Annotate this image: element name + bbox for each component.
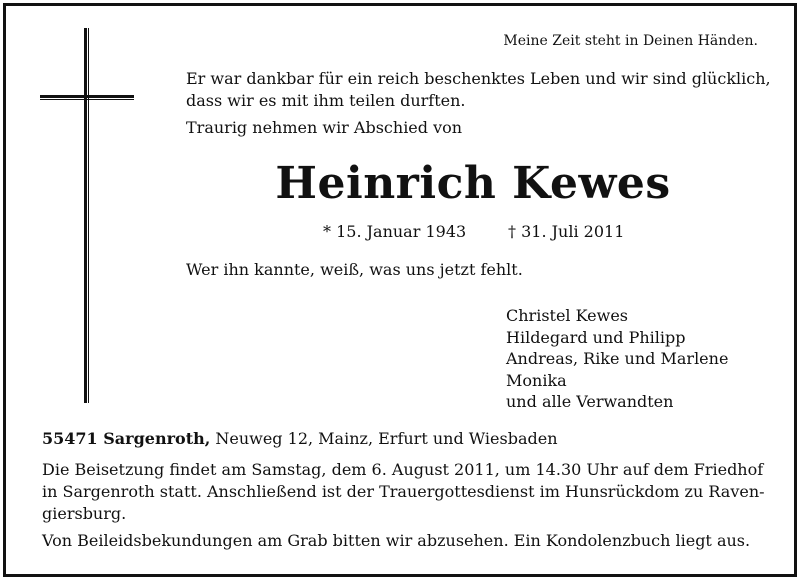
funeral-line: Die Beisetzung findet am Samstag, dem 6. August 2011, um 14.30 Uhr auf dem Friedhof	[42, 460, 764, 479]
mourner: Hildegard und Philipp	[506, 327, 686, 347]
farewell-line: Traurig nehmen wir Abschied von	[186, 118, 463, 137]
address-city: 55471 Sargenroth,	[42, 429, 211, 448]
death-date: † 31. Juli 2011	[508, 222, 625, 241]
address-line	[42, 429, 558, 448]
funeral-line: in Sargenroth statt. Anschließend ist der Trauergottesdienst im Hunsrückdom zu Raven-	[42, 482, 765, 501]
final-note: Von Beileidsbekundungen am Grab bitten wir abzusehen. Ein Kondolenzbuch liegt aus.	[42, 531, 751, 550]
cross-horizontal-line	[40, 99, 134, 100]
cross-vertical-bar	[84, 28, 87, 403]
birth-date: * 15. Januar 1943	[323, 222, 467, 241]
funeral-info	[42, 459, 765, 525]
closing-thought: Wer ihn kannte, weiß, was uns jetzt fehlt.	[186, 260, 523, 279]
mourners-list	[506, 305, 728, 413]
intro-line: dass wir es mit ihm teilen durften.	[186, 91, 466, 110]
funeral-line: giersburg.	[42, 504, 127, 523]
intro-line: Er war dankbar für ein reich beschenktes Leben und wir sind glücklich,	[186, 69, 771, 88]
intro-text	[186, 68, 771, 112]
motto: Meine Zeit steht in Deinen Händen.	[503, 33, 758, 49]
cross-vertical-line	[88, 28, 89, 403]
cross-horizontal-bar	[40, 95, 134, 98]
mourner: und alle Verwandten	[506, 392, 674, 411]
mourner: Christel Kewes	[506, 306, 628, 325]
mourner: Monika	[506, 370, 567, 390]
mourner: Andreas, Rike und Marlene	[506, 349, 729, 368]
deceased-name: Heinrich Kewes	[275, 158, 671, 209]
address-rest: Neuweg 12, Mainz, Erfurt und Wiesbaden	[210, 429, 558, 448]
